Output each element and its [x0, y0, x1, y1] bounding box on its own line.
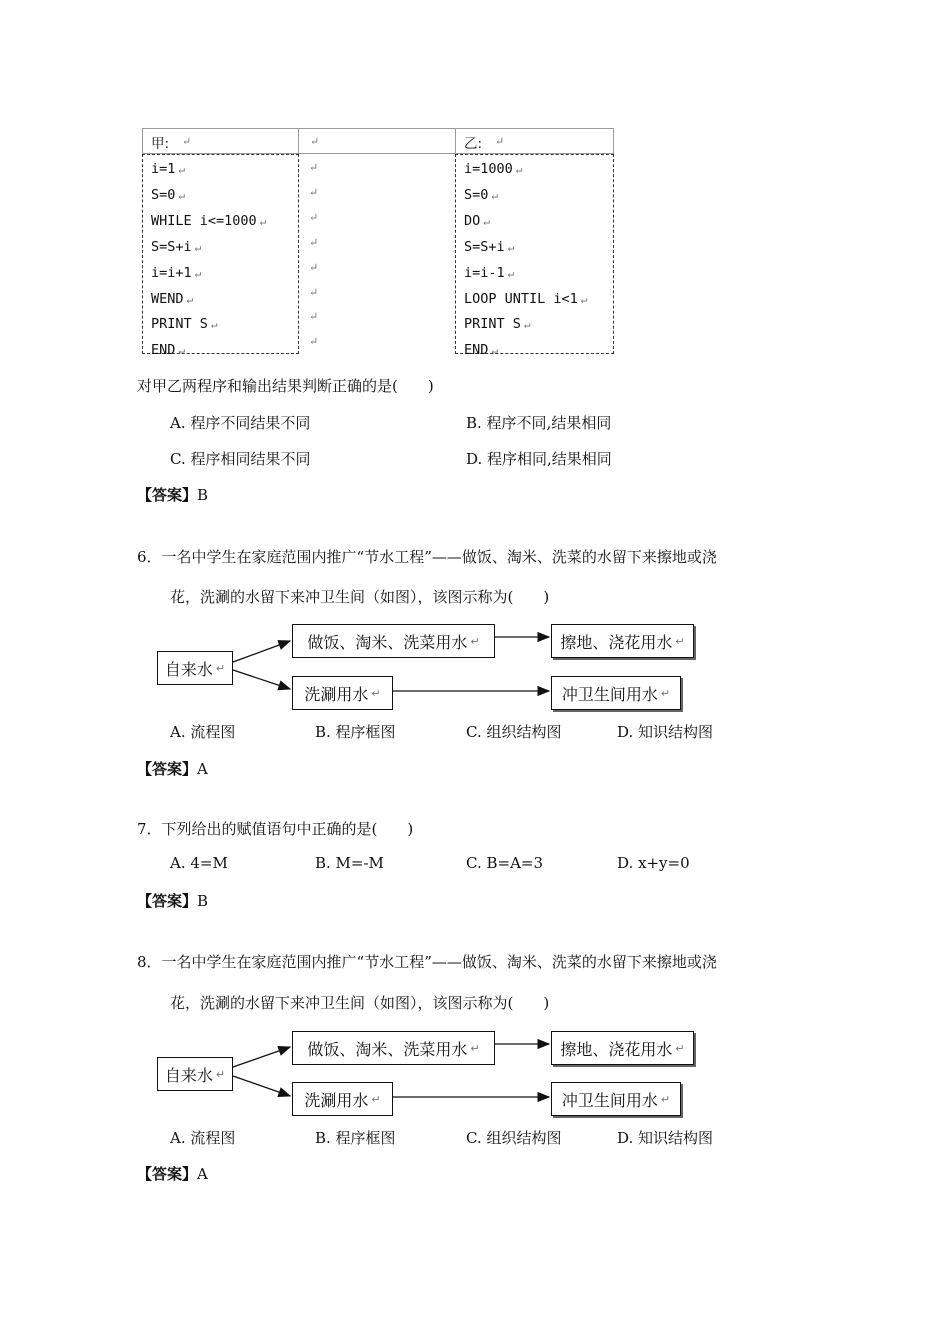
q6-option-c: C. 组织结构图	[466, 723, 562, 741]
bottom-mid-box: 洗涮用水 ↵	[292, 676, 393, 710]
return-mark-icon: ↵	[483, 214, 490, 228]
code-line: PRINT S ↵	[464, 316, 531, 333]
answer-label: 【答案】	[137, 892, 198, 910]
return-mark-icon: ↵	[178, 344, 186, 358]
return-mark-icon: ↵	[495, 135, 505, 148]
bottom-end-box: 冲卫生间用水 ↵	[551, 676, 681, 710]
answer-label: 【答案】	[137, 760, 198, 778]
code-line: DO ↵	[464, 212, 490, 229]
top-end-box: 擦地、浇花用水 ↵	[551, 1031, 694, 1065]
q8-option-c: C. 组织结构图	[466, 1129, 562, 1147]
bottom-end-box: 冲卫生间用水 ↵	[551, 1082, 681, 1116]
answer-value: B	[197, 486, 209, 504]
q6-option-a: A. 流程图	[170, 723, 236, 741]
code-line: END ↵	[464, 342, 499, 359]
top-mid-box: 做饭、淘米、洗菜用水 ↵	[292, 624, 495, 658]
q7-option-c: C. B=A=3	[466, 854, 544, 872]
q8-option-b: B. 程序框图	[315, 1129, 396, 1147]
code-line: WEND ↵	[151, 290, 194, 307]
q6-option-d: D. 知识结构图	[617, 723, 714, 741]
return-mark-icon: ↵	[186, 292, 194, 306]
code-line: WHILE i<=1000 ↵	[151, 212, 267, 229]
source-box: 自来水 ↵	[157, 1057, 233, 1091]
q5-stem: 对甲乙两程序和输出结果判断正确的是( )	[137, 377, 434, 395]
code-line: S=S+i ↵	[151, 238, 202, 255]
return-mark-icon: ↵	[178, 188, 186, 202]
q6-stem-line1: 6．一名中学生在家庭范围内推广“节水工程”——做饭、淘米、洗菜的水留下来擦地或浇	[137, 548, 717, 566]
return-mark-icon: ↵	[309, 310, 319, 324]
return-mark-icon: ↵	[178, 163, 186, 176]
answer-value: A	[197, 760, 208, 778]
left-header-label: 甲:	[151, 136, 170, 152]
right-header-label: 乙:	[464, 136, 483, 152]
answer-value: A	[197, 1165, 208, 1183]
q8-option-a: A. 流程图	[170, 1129, 236, 1147]
source-box: 自来水 ↵	[157, 651, 233, 685]
return-mark-icon: ↵	[309, 285, 319, 299]
return-mark-icon: ↵	[491, 344, 499, 358]
q7-option-b: B. M=-M	[315, 854, 384, 872]
return-mark-icon: ↵	[259, 214, 267, 228]
arrow-source-to-bottom	[233, 1076, 290, 1096]
code-line: i=i+1 ↵	[151, 264, 202, 281]
q8-stem-line1: 8．一名中学生在家庭范围内推广“节水工程”——做饭、淘米、洗菜的水留下来擦地或浇	[137, 953, 717, 971]
return-mark-icon: ↵	[580, 292, 588, 306]
return-mark-icon: ↵	[194, 240, 202, 254]
code-line: S=S+i ↵	[464, 238, 515, 255]
code-line: PRINT S ↵	[151, 316, 218, 333]
return-mark-icon: ↵	[310, 135, 320, 148]
q5-option-b: B. 程序不同,结果相同	[466, 414, 612, 432]
return-mark-icon: ↵	[309, 185, 319, 199]
return-mark-icon: ↵	[309, 260, 319, 274]
q5-option-c: C. 程序相同结果不同	[170, 450, 311, 468]
return-mark-icon: ↵	[194, 266, 202, 280]
q7-option-d: D. x+y=0	[617, 854, 690, 872]
answer-label: 【答案】	[137, 486, 198, 504]
return-mark-icon: ↵	[491, 188, 499, 202]
return-mark-icon: ↵	[309, 335, 319, 349]
top-end-box: 擦地、浇花用水 ↵	[551, 624, 694, 658]
return-mark-icon: ↵	[523, 318, 531, 332]
return-mark-icon: ↵	[309, 161, 319, 174]
q8-answer	[137, 1163, 208, 1184]
q8-stem-line2: 花，洗涮的水留下来冲卫生间（如图），该图示称为( )	[170, 994, 550, 1012]
return-mark-icon: ↵	[507, 240, 515, 254]
return-mark-icon: ↵	[515, 163, 523, 176]
top-mid-box: 做饭、淘米、洗菜用水 ↵	[292, 1031, 495, 1065]
q5-option-d: D. 程序相同,结果相同	[466, 450, 612, 468]
arrow-source-to-top	[233, 1047, 290, 1067]
q8-option-d: D. 知识结构图	[617, 1129, 714, 1147]
return-mark-icon: ↵	[507, 266, 515, 280]
q6-stem-line2: 花，洗涮的水留下来冲卫生间（如图），该图示称为( )	[170, 588, 550, 606]
bottom-mid-box: 洗涮用水 ↵	[292, 1082, 393, 1116]
return-mark-icon: ↵	[182, 135, 192, 148]
q7-stem: 7．下列给出的赋值语句中正确的是( )	[137, 820, 414, 838]
q6-option-b: B. 程序框图	[315, 723, 396, 741]
code-line: i=1000 ↵	[464, 161, 523, 177]
code-line: LOOP UNTIL i<1 ↵	[464, 290, 588, 307]
return-mark-icon: ↵	[309, 210, 319, 224]
answer-value: B	[197, 892, 209, 910]
return-mark-icon: ↵	[309, 235, 319, 249]
code-line: END ↵	[151, 342, 186, 359]
q7-option-a: A. 4=M	[170, 854, 228, 872]
q5-option-a: A. 程序不同结果不同	[170, 414, 311, 432]
code-line: S=0 ↵	[464, 186, 499, 203]
code-line: i=i-1 ↵	[464, 264, 515, 281]
code-line: i=1 ↵	[151, 161, 186, 177]
return-mark-icon: ↵	[210, 318, 218, 332]
answer-label: 【答案】	[137, 1165, 198, 1183]
code-line: S=0 ↵	[151, 186, 186, 203]
